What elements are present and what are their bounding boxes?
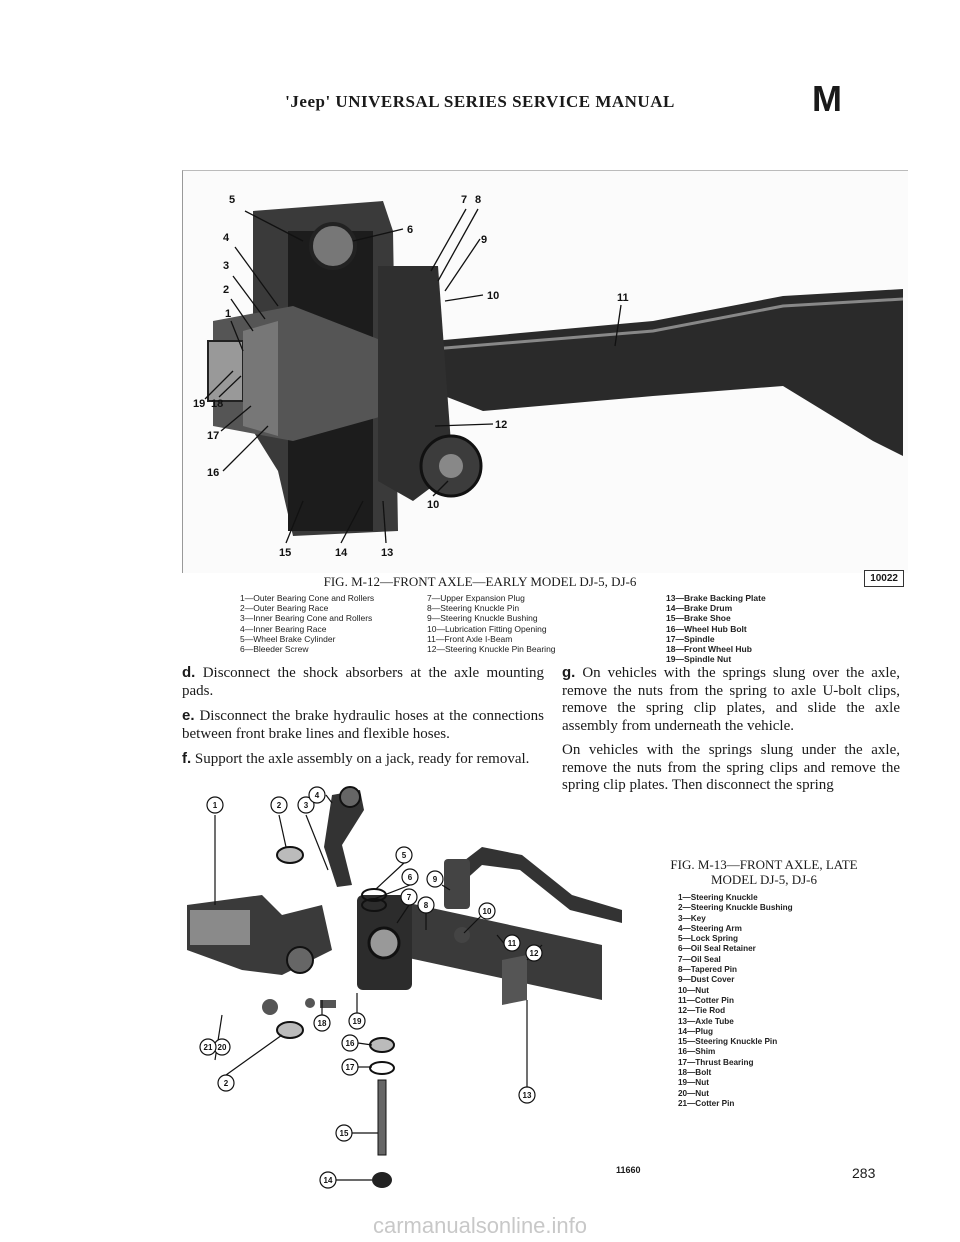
figure1-number: 10022: [864, 570, 904, 587]
fig1-callout-16: 16: [207, 467, 220, 479]
axle-ibeam: [393, 289, 903, 456]
legend-item: 2—Outer Bearing Race: [240, 603, 329, 614]
fig2-callout-1: 1: [212, 801, 218, 810]
legend-item: 17—Spindle: [666, 633, 715, 644]
tie-rod: [452, 847, 622, 923]
exploded-parts-diagram: [182, 775, 622, 1200]
fig1-callout-2: 2: [223, 284, 230, 296]
brake-cylinder: [311, 224, 355, 268]
legend-item: 8—Steering Knuckle Pin: [427, 603, 520, 614]
fig1-callout-8: 8: [475, 194, 482, 206]
step-text: On vehicles with the springs slung over the axle, remove the nuts from the spring to axle U-bolt clips, remove the spring clip plates, and slide the axle assembly from underneath the vehicle.: [562, 665, 901, 734]
running-head: 'Jeep' UNIVERSAL SERIES SERVICE MANUAL: [285, 92, 675, 111]
fig1-callout-17: 17: [207, 430, 220, 442]
fig2-callout-5: 5: [401, 851, 407, 860]
fig1-callout-7: 7: [461, 194, 468, 206]
legend-item: 12—Steering Knuckle Pin Bearing: [427, 644, 556, 655]
legend-item: 15—Brake Shoe: [666, 613, 731, 624]
fig2-callout-21: 21: [203, 1043, 213, 1052]
fig2-callout-2: 2: [276, 801, 282, 810]
fig1-callout-18: 18: [211, 398, 224, 410]
fig2-callout-13: 13: [522, 1091, 532, 1100]
page-number: 283: [852, 1165, 876, 1181]
fig1-callout-10b: 10: [427, 499, 440, 511]
legend-item: 11—Cotter Pin: [678, 995, 734, 1005]
figure1-legend-col1: [240, 593, 374, 654]
legend-item: 3—Inner Bearing Cone and Rollers: [240, 613, 373, 624]
fig2-callout-10: 10: [482, 907, 492, 916]
legend-item: 19—Nut: [678, 1078, 709, 1088]
fig2-callout-16: 16: [345, 1039, 355, 1048]
legend-item: 15—Steering Knuckle Pin: [678, 1037, 778, 1047]
fig1-callout-19: 19: [193, 398, 206, 410]
fig1-callout-1: 1: [225, 308, 232, 320]
step-paragraph: [182, 750, 544, 769]
step-text: Support the axle assembly on a jack, ready for removal.: [194, 751, 530, 767]
fig2-callout-4: 4: [314, 791, 320, 800]
fig1-callout-4: 4: [223, 232, 230, 244]
legend-item: 3—Key: [678, 913, 706, 923]
legend-item: 4—Inner Bearing Race: [240, 623, 327, 634]
legend-item: 1—Steering Knuckle: [678, 893, 758, 902]
legend-item: 9—Dust Cover: [678, 975, 735, 985]
step-letter: d.: [182, 664, 196, 681]
fig2-callout-8: 8: [423, 901, 429, 910]
step-text: Disconnect the shock absorbers at the axle mounting pads.: [182, 665, 544, 699]
legend-item: 1—Outer Bearing Cone and Rollers: [240, 593, 375, 603]
figure2-legend: [678, 893, 793, 1109]
legend-item: 6—Bleeder Screw: [240, 644, 309, 655]
fig2-callout-11: 11: [507, 939, 517, 948]
fig1-callout-11: 11: [617, 292, 629, 304]
legend-item: 5—Wheel Brake Cylinder: [240, 633, 336, 644]
fig1-callout-5: 5: [229, 194, 236, 206]
fig2-callout-18: 18: [317, 1019, 327, 1028]
step-letter: f.: [182, 750, 192, 767]
legend-item: 18—Bolt: [678, 1068, 712, 1078]
fig2-callout-17: 17: [345, 1063, 355, 1072]
fig2-callout-9: 9: [432, 875, 438, 884]
figure1-caption: FIG. M-12—FRONT AXLE—EARLY MODEL DJ-5, DJ-6: [323, 574, 637, 589]
legend-item: 7—Oil Seal: [678, 954, 721, 964]
fig1-callout-14: 14: [335, 547, 348, 559]
body-column-left: [182, 664, 544, 776]
legend-item: 2—Steering Knuckle Bushing: [678, 903, 793, 913]
fig1-callout-12: 12: [495, 419, 508, 431]
fig2-callout-7: 7: [406, 893, 412, 902]
fig1-callout-6: 6: [407, 224, 414, 236]
legend-item: 5—Lock Spring: [678, 934, 739, 944]
section-letter: M: [812, 78, 842, 119]
fig1-callout-3: 3: [223, 260, 230, 272]
legend-item: 16—Wheel Hub Bolt: [666, 623, 747, 634]
figure1-legend-col3: [666, 593, 766, 664]
step-text: On vehicles with the springs slung under the axle, remove the nuts from the spring clips and remove the spring clip plates. Then disconnect the spring: [562, 742, 900, 793]
legend-item: 10—Nut: [678, 985, 709, 995]
legend-item: 8—Tapered Pin: [678, 965, 737, 975]
step-text: Disconnect the brake hydraulic hoses at the connections between front brake lines and flexible hoses.: [182, 708, 545, 742]
fig2-callout-2b: 2: [223, 1079, 229, 1088]
fig2-callout-3: 3: [303, 801, 309, 810]
fig2-callout-20: 20: [217, 1043, 227, 1052]
legend-item: 14—Brake Drum: [666, 603, 733, 614]
fig2-callout-6: 6: [407, 873, 413, 882]
legend-item: 12—Tie Rod: [678, 1006, 726, 1016]
figure-front-axle-early: [182, 170, 908, 573]
legend-item: 18—Front Wheel Hub: [666, 644, 752, 655]
front-axle-photo: [183, 171, 908, 573]
legend-item: 6—Oil Seal Retainer: [678, 944, 756, 954]
legend-item: 16—Shim: [678, 1047, 716, 1057]
step-letter: e.: [182, 707, 195, 724]
figure2-number: 11660: [616, 1165, 641, 1175]
step-paragraph: [562, 664, 900, 735]
watermark: carmanualsonline.info: [372, 1213, 588, 1238]
fig2-callout-19: 19: [352, 1017, 362, 1026]
legend-item: 4—Steering Arm: [678, 923, 742, 933]
step-paragraph: [182, 664, 544, 700]
legend-item: 9—Steering Knuckle Bushing: [427, 613, 538, 624]
legend-item: 17—Thrust Bearing: [678, 1057, 754, 1067]
fig1-callout-13: 13: [381, 547, 394, 559]
figure1-legend-col2: [427, 593, 556, 654]
legend-item: 20—Nut: [678, 1088, 709, 1098]
legend-item: 10—Lubrication Fitting Opening: [427, 623, 547, 634]
figure-front-axle-late: [182, 775, 622, 1200]
fig1-callout-10: 10: [487, 290, 500, 302]
legend-item: 13—Brake Backing Plate: [666, 593, 766, 603]
legend-item: 7—Upper Expansion Plug: [427, 593, 525, 603]
fig2-callout-15: 15: [339, 1129, 349, 1138]
fig1-callout-9: 9: [481, 234, 488, 246]
step-paragraph: [182, 707, 544, 743]
legend-item: 11—Front Axle I-Beam: [427, 633, 513, 644]
step-letter: g.: [562, 664, 576, 681]
legend-item: 21—Cotter Pin: [678, 1098, 735, 1108]
legend-item: 13—Axle Tube: [678, 1016, 734, 1026]
fig2-callout-14: 14: [323, 1176, 333, 1185]
fig1-callout-15: 15: [279, 547, 292, 559]
figure2-caption: FIG. M-13—FRONT AXLE, LATE MODEL DJ-5, DJ-6: [670, 857, 858, 887]
legend-item: 14—Plug: [678, 1026, 714, 1036]
fig2-callout-12: 12: [529, 949, 539, 958]
legend-item: 19—Spindle Nut: [666, 654, 732, 665]
